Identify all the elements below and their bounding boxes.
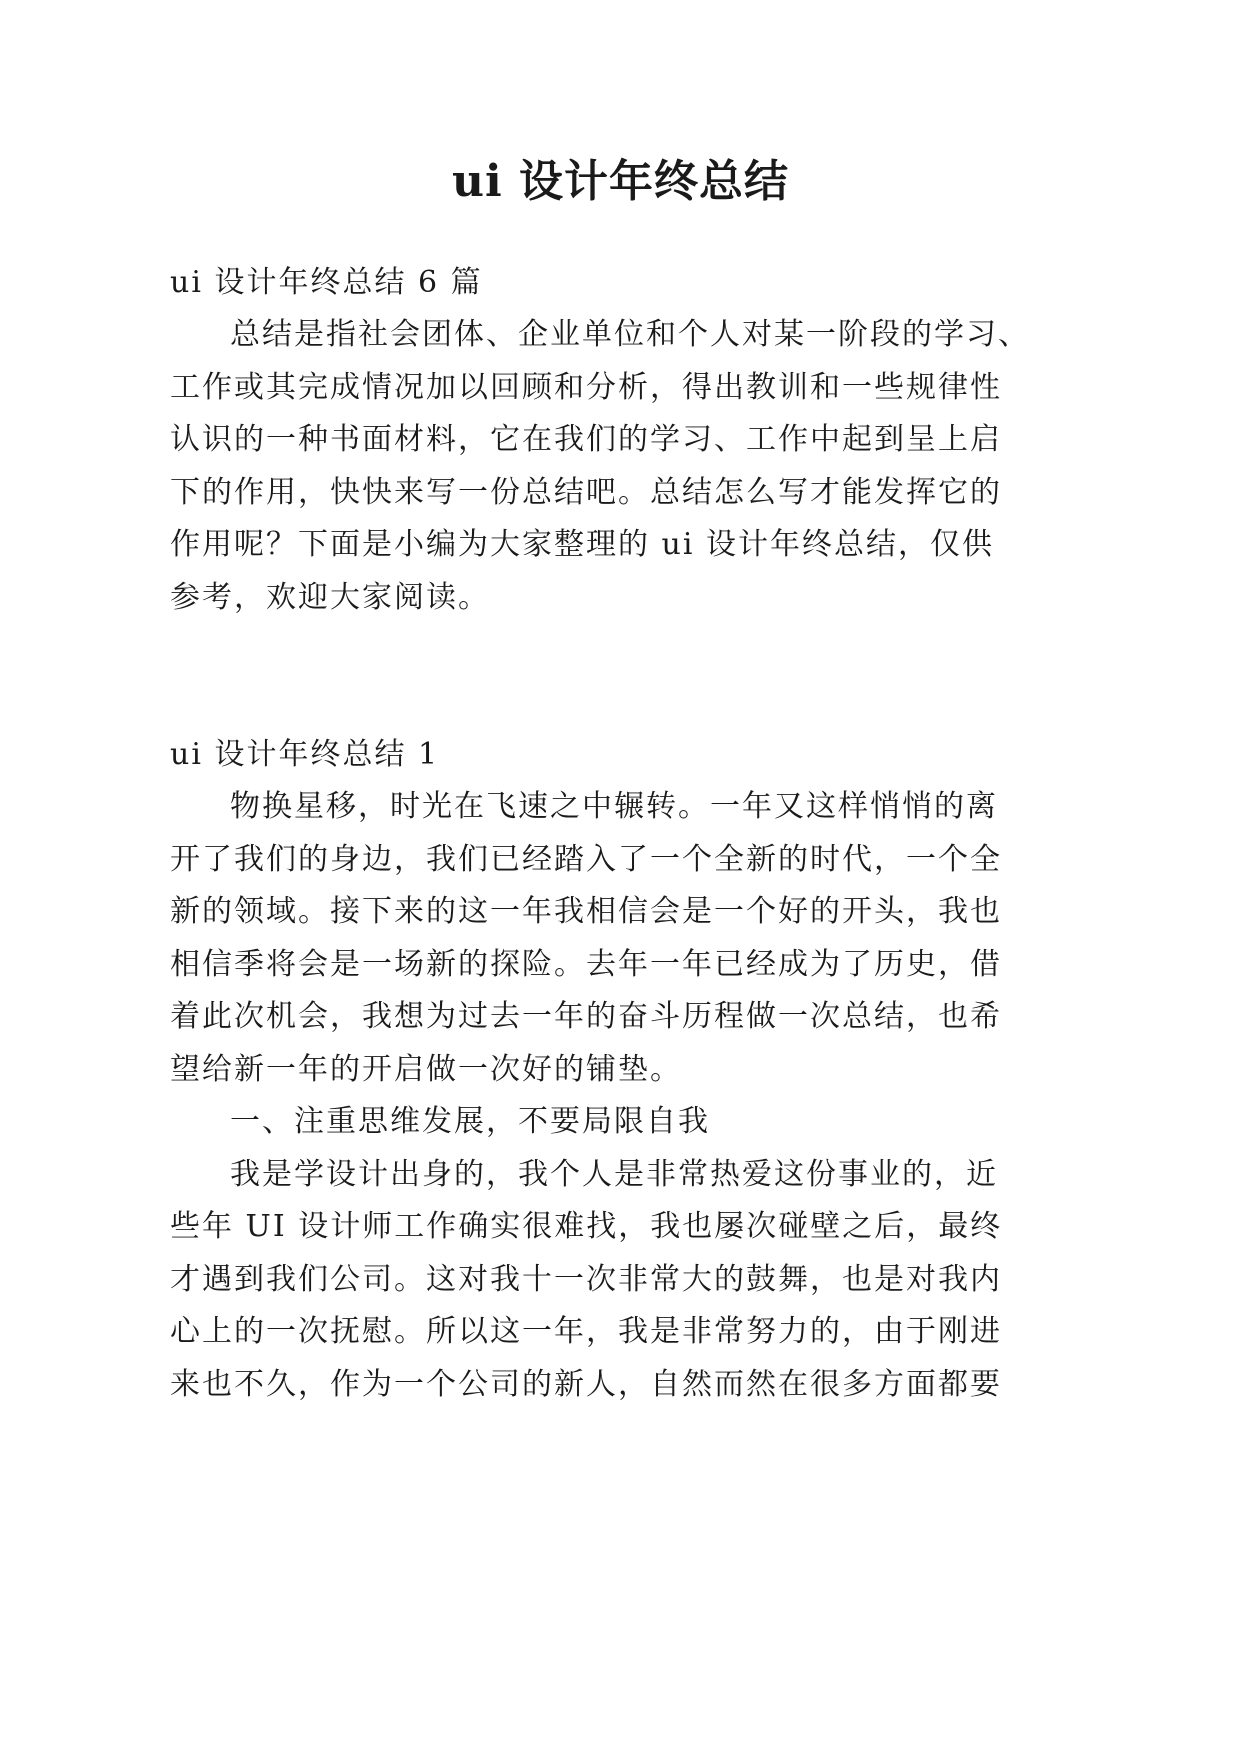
paragraph-line: 开了我们的身边，我们已经踏入了一个全新的时代，一个全 — [170, 842, 1002, 877]
subheading: 一、注重思维发展，不要局限自我 — [230, 1104, 710, 1139]
document-title: ui 设计年终总结 — [451, 156, 790, 207]
intro-line: 认识的一种书面材料，它在我们的学习、工作中起到呈上启 — [170, 422, 1002, 457]
paragraph-line: 着此次机会，我想为过去一年的奋斗历程做一次总结，也希 — [170, 999, 1002, 1034]
paragraph-line: 我是学设计出身的，我个人是非常热爱这份事业的，近 — [230, 1157, 998, 1192]
section-heading: ui 设计年终总结 1 — [170, 737, 440, 772]
paragraph-line: 望给新一年的开启做一次好的铺垫。 — [170, 1052, 682, 1087]
intro-line: 参考，欢迎大家阅读。 — [170, 580, 490, 615]
paragraph-line: 相信季将会是一场新的探险。去年一年已经成为了历史，借 — [170, 947, 1002, 982]
intro-line: 作用呢？下面是小编为大家整理的 ui 设计年终总结，仅供 — [170, 527, 994, 562]
intro-line: 工作或其完成情况加以回顾和分析，得出教训和一些规律性 — [170, 370, 1002, 405]
intro-line: 下的作用，快快来写一份总结吧。总结怎么写才能发挥它的 — [170, 475, 1002, 510]
paragraph-line: 来也不久，作为一个公司的新人，自然而然在很多方面都要 — [170, 1367, 1002, 1402]
paragraph-line: 物换星移，时光在飞速之中辗转。一年又这样悄悄的离 — [230, 789, 998, 824]
paragraph-line: 新的领域。接下来的这一年我相信会是一个好的开头，我也 — [170, 894, 1002, 929]
paragraph-line: 些年 UI 设计师工作确实很难找，我也屡次碰壁之后，最终 — [170, 1209, 1003, 1244]
paragraph-line: 心上的一次抚慰。所以这一年，我是非常努力的，由于刚进 — [170, 1314, 1002, 1349]
paragraph-line: 才遇到我们公司。这对我十一次非常大的鼓舞，也是对我内 — [170, 1262, 1002, 1297]
intro-heading: ui 设计年终总结 6 篇 — [170, 265, 483, 300]
intro-line: 总结是指社会团体、企业单位和个人对某一阶段的学习、 — [230, 317, 1030, 352]
